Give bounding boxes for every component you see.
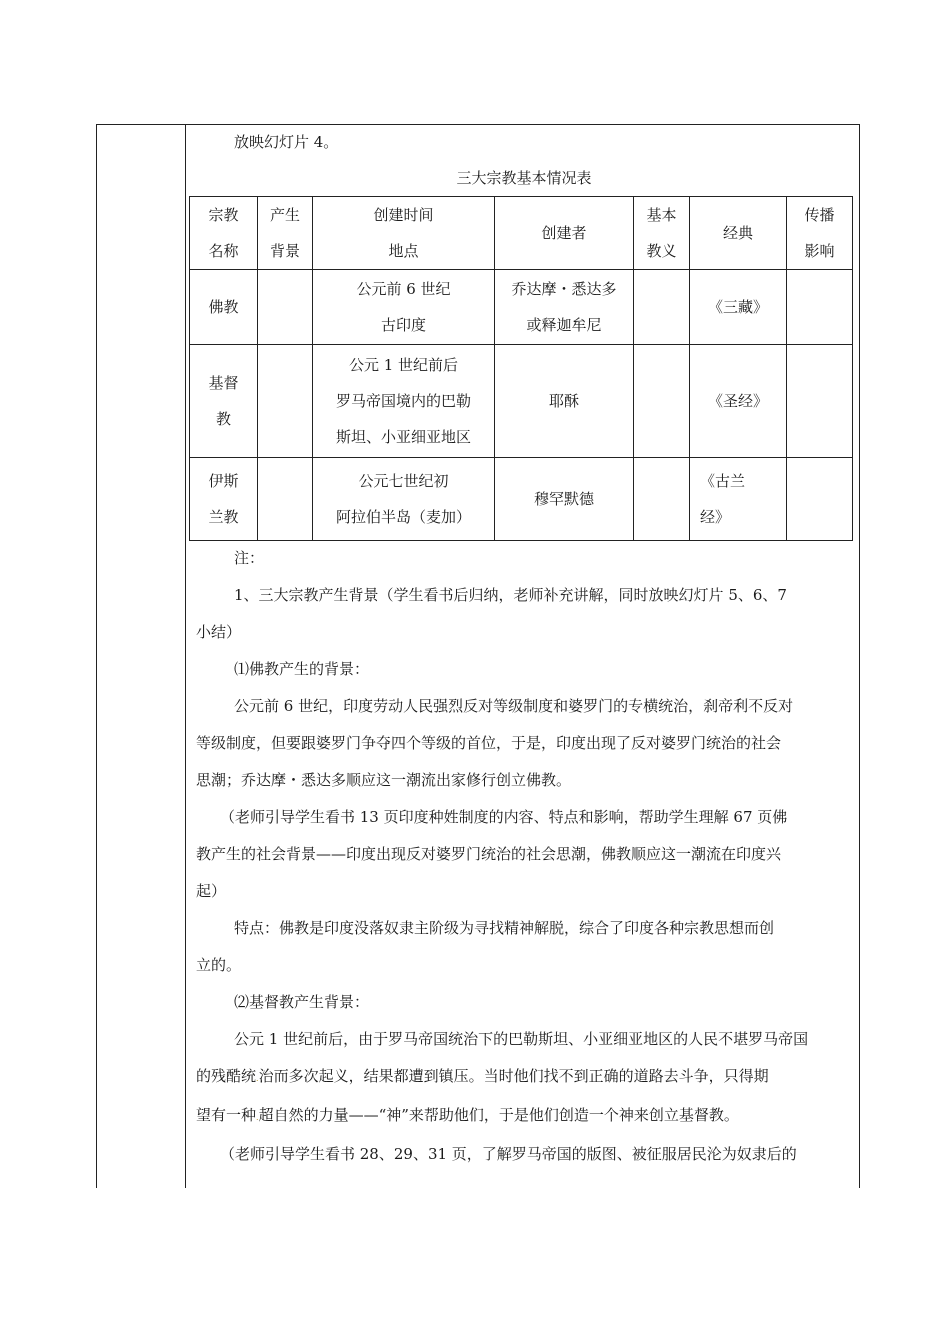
paragraph-line: 思潮；乔达摩・悉达多顺应这一潮流出家修行创立佛教。 xyxy=(196,771,572,789)
stray-mark: . xyxy=(256,1113,259,1122)
header-cell: 创建时间 地点 xyxy=(313,197,495,270)
religion-name-cell: 基督 教 xyxy=(190,345,258,458)
founder-cell: 穆罕默德 xyxy=(495,458,634,541)
empty-cell xyxy=(258,345,313,458)
empty-cell xyxy=(634,270,690,345)
table-row xyxy=(190,458,853,541)
paragraph-line: （老师引导学生看书 13 页印度种姓制度的内容、特点和影响，帮助学生理解 67 页佛 xyxy=(220,808,788,826)
paragraph-line: 公元 1 世纪前后，由于罗马帝国统治下的巴勒斯坦、小亚细亚地区的人民不堪罗马帝国 xyxy=(234,1030,809,1048)
paragraph-line: 起） xyxy=(196,882,227,900)
section-title: ⑵基督教产生背景： xyxy=(234,993,370,1011)
paragraph-line: （老师引导学生看书 28、29、31 页，了解罗马帝国的版图、被征服居民沦为奴隶后的 xyxy=(220,1145,797,1163)
paragraph-line: 1、三大宗教产生背景（学生看书后归纳，老师补充讲解，同时放映幻灯片 5、6、7 xyxy=(234,586,787,604)
body-text xyxy=(196,540,852,1173)
religion-name-cell: 佛教 xyxy=(190,270,258,345)
header-cell: 传播 影响 xyxy=(787,197,853,270)
time-place-cell: 公元前 6 世纪 古印度 xyxy=(313,270,495,345)
header-cell: 创建者 xyxy=(495,197,634,270)
header-cell: 产生 背景 xyxy=(258,197,313,270)
empty-cell xyxy=(787,345,853,458)
table-header-row xyxy=(190,197,853,270)
table-title: 三大宗教基本情况表 xyxy=(456,169,592,187)
paragraph-line: 望有一种.超自然的力量——“神”来帮助他们，于是他们创造一个神来创立基督教。 xyxy=(196,1106,739,1124)
paragraph-line: 立的。 xyxy=(196,956,242,974)
note-label: 注： xyxy=(234,549,265,567)
paragraph-line: 等级制度，但要跟婆罗门争夺四个等级的首位，于是，印度出现了反对婆罗门统治的社会 xyxy=(196,734,782,752)
table-row xyxy=(190,345,853,458)
table-row xyxy=(190,270,853,345)
religion-name-cell: 伊斯 兰教 xyxy=(190,458,258,541)
header-cell: 宗教 名称 xyxy=(190,197,258,270)
header-cell: 基本 教义 xyxy=(634,197,690,270)
header-cell: 经典 xyxy=(690,197,787,270)
section-title: ⑴佛教产生的背景： xyxy=(234,660,370,678)
empty-cell xyxy=(634,345,690,458)
paragraph-line: 特点：佛教是印度没落奴隶主阶级为寻找精神解脱，综合了印度各种宗教思想而创 xyxy=(234,919,775,937)
paragraph-line: 小结） xyxy=(196,623,242,641)
founder-cell: 乔达摩・悉达多 或释迦牟尼 xyxy=(495,270,634,345)
stray-mark: . xyxy=(256,1074,259,1083)
paragraph-line: 公元前 6 世纪，印度劳动人民强烈反对等级制度和婆罗门的专横统治，刹帝利不反对 xyxy=(234,697,794,715)
religions-table xyxy=(189,196,853,541)
empty-cell xyxy=(634,458,690,541)
paragraph-line: 的残酷统.治而多次起义，结果都遭到镇压。当时他们找不到正确的道路去斗争，只得期 xyxy=(196,1067,769,1085)
time-place-cell: 公元七世纪初 阿拉伯半岛（麦加） xyxy=(313,458,495,541)
empty-cell xyxy=(258,270,313,345)
classic-cell: 《古兰 经》 xyxy=(690,458,787,541)
empty-cell xyxy=(787,270,853,345)
classic-cell: 《圣经》 xyxy=(690,345,787,458)
founder-cell: 耶酥 xyxy=(495,345,634,458)
paragraph-line: 教产生的社会背景——印度出现反对婆罗门统治的社会思潮，佛教顺应这一潮流在印度兴 xyxy=(196,845,782,863)
time-place-cell: 公元 1 世纪前后 罗马帝国境内的巴勒 斯坦、小亚细亚地区 xyxy=(313,345,495,458)
column-divider xyxy=(185,124,186,1188)
empty-cell xyxy=(258,458,313,541)
intro-line: 放映幻灯片 4。 xyxy=(234,133,339,151)
empty-cell xyxy=(787,458,853,541)
classic-cell: 《三藏》 xyxy=(690,270,787,345)
